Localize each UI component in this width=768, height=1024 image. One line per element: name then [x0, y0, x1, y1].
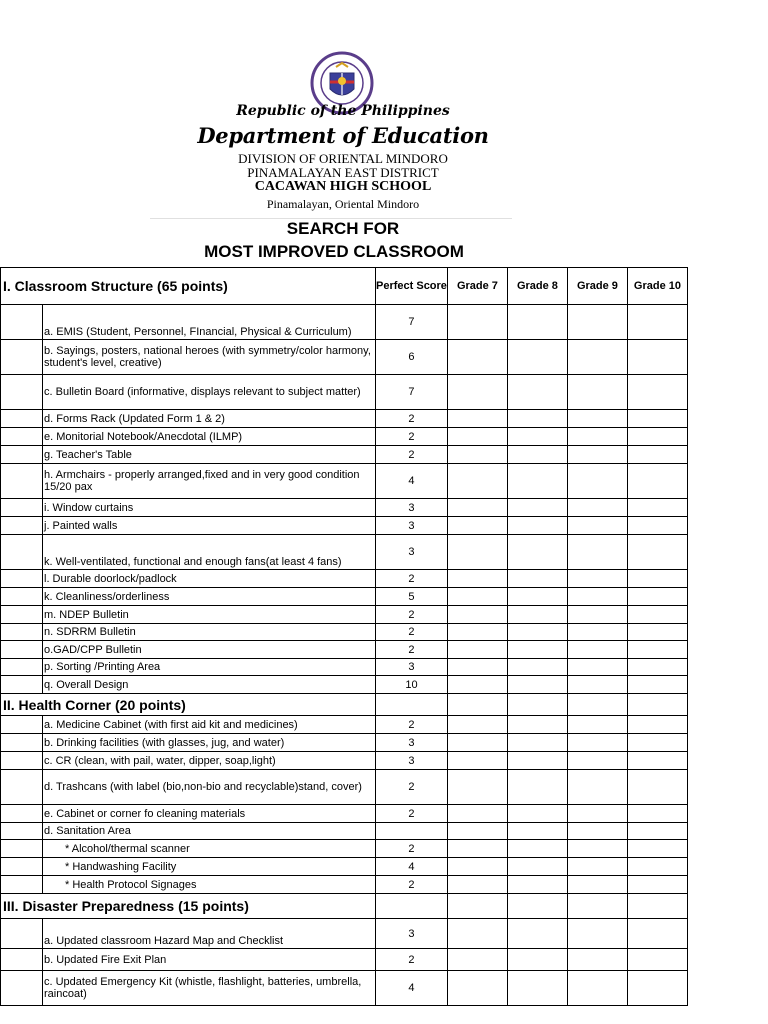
grade-10-cell[interactable]	[627, 716, 687, 734]
grade-7-cell[interactable]	[447, 570, 507, 588]
grade-7-cell[interactable]	[447, 876, 507, 894]
grade-9-cell[interactable]	[567, 340, 627, 375]
criterion-label: p. Sorting /Printing Area	[43, 659, 376, 676]
grade-9-cell[interactable]	[567, 840, 627, 858]
grade-10-cell[interactable]	[627, 919, 687, 949]
grade-7-cell[interactable]	[447, 375, 507, 410]
perfect-score: 2	[376, 949, 448, 971]
grade-9-cell[interactable]	[567, 716, 627, 734]
grade-9-cell[interactable]	[567, 734, 627, 752]
grade-10-cell[interactable]	[627, 570, 687, 588]
criterion-label: e. Cabinet or corner fo cleaning materials	[43, 805, 376, 823]
grade-9-cell[interactable]	[567, 535, 627, 570]
table-row	[1, 752, 688, 770]
perfect-score: 4	[376, 464, 448, 499]
grade-10-cell[interactable]	[627, 949, 687, 971]
perfect-score: 10	[376, 676, 448, 694]
criterion-label: a. Updated classroom Hazard Map and Checklist	[43, 919, 376, 949]
grade-9-cell[interactable]	[567, 570, 627, 588]
grade-9-cell[interactable]	[567, 375, 627, 410]
perfect-score: 2	[376, 876, 448, 894]
grade-10-header: Grade 10	[627, 268, 687, 305]
grade-9-cell[interactable]	[567, 641, 627, 659]
section-row	[1, 694, 688, 716]
grade-10-cell[interactable]	[627, 517, 687, 535]
section-title: III. Disaster Preparedness (15 points)	[1, 894, 376, 919]
grade-8-cell[interactable]	[507, 535, 567, 570]
criterion-label: q. Overall Design	[43, 676, 376, 694]
criterion-label: e. Monitorial Notebook/Anecdotal (ILMP)	[43, 428, 376, 446]
grade-8-cell[interactable]	[507, 410, 567, 428]
criterion-label: n. SDRRM Bulletin	[43, 624, 376, 641]
grade-10-cell[interactable]	[627, 752, 687, 770]
table-row	[1, 659, 688, 676]
table-row	[1, 340, 688, 375]
perfect-score-header: Perfect Score	[376, 268, 448, 305]
table-row	[1, 499, 688, 517]
criterion-label: * Handwashing Facility	[43, 858, 376, 876]
grade-7-cell[interactable]	[447, 606, 507, 624]
criterion-label: i. Window curtains	[43, 499, 376, 517]
grade-10-cell[interactable]	[627, 770, 687, 805]
table-row	[1, 428, 688, 446]
perfect-score: 2	[376, 446, 448, 464]
criterion-label: d. Sanitation Area	[43, 823, 376, 840]
division-heading: DIVISION OF ORIENTAL MINDORO	[238, 151, 448, 166]
grade-9-cell[interactable]	[567, 949, 627, 971]
grade-7-cell[interactable]	[447, 535, 507, 570]
grade-7-cell[interactable]	[447, 659, 507, 676]
school-address: Pinamalayan, Oriental Mindoro	[266, 197, 420, 211]
criterion-label: k. Well-ventilated, functional and enough fans(at least 4 fans)	[43, 535, 376, 570]
table-row	[1, 716, 688, 734]
table-row	[1, 464, 688, 499]
grade-8-cell[interactable]	[507, 570, 567, 588]
grade-10-cell[interactable]	[627, 641, 687, 659]
table-row	[1, 446, 688, 464]
grade-9-cell[interactable]	[567, 428, 627, 446]
perfect-score: 5	[376, 588, 448, 606]
perfect-score: 3	[376, 535, 448, 570]
criterion-label: g. Teacher's Table	[43, 446, 376, 464]
grade-10-cell[interactable]	[627, 840, 687, 858]
grade-8-cell[interactable]	[507, 641, 567, 659]
grade-10-cell[interactable]	[627, 446, 687, 464]
grade-7-cell[interactable]	[447, 499, 507, 517]
grade-9-cell[interactable]	[567, 446, 627, 464]
table-row	[1, 734, 688, 752]
criterion-label: m. NDEP Bulletin	[43, 606, 376, 624]
table-row	[1, 823, 688, 840]
department-heading: Department of Education	[197, 123, 489, 148]
grade-10-cell[interactable]	[627, 971, 687, 1006]
table-row	[1, 971, 688, 1006]
table-row	[1, 676, 688, 694]
grade-7-cell[interactable]	[447, 752, 507, 770]
republic-heading: Republic of the Philippines	[236, 103, 450, 119]
perfect-score: 2	[376, 840, 448, 858]
criterion-label: * Alcohol/thermal scanner	[43, 840, 376, 858]
criterion-label: a. Medicine Cabinet (with first aid kit and medicines)	[43, 716, 376, 734]
grade-7-cell[interactable]	[447, 410, 507, 428]
perfect-score: 2	[376, 716, 448, 734]
perfect-score: 2	[376, 624, 448, 641]
criterion-label: b. Sayings, posters, national heroes (with symmetry/color harmony, student's level, creative)	[43, 340, 376, 375]
criterion-label: c. Bulletin Board (informative, displays relevant to subject matter)	[43, 375, 376, 410]
perfect-score: 3	[376, 752, 448, 770]
grade-9-cell[interactable]	[567, 971, 627, 1006]
table-row	[1, 517, 688, 535]
grade-8-cell[interactable]	[507, 375, 567, 410]
grade-8-cell[interactable]	[507, 752, 567, 770]
grade-8-cell[interactable]	[507, 499, 567, 517]
table-row	[1, 805, 688, 823]
grade-7-cell[interactable]	[447, 588, 507, 606]
grade-10-cell[interactable]	[627, 588, 687, 606]
grade-10-cell[interactable]	[627, 375, 687, 410]
table-row	[1, 840, 688, 858]
section-title: II. Health Corner (20 points)	[1, 694, 376, 716]
grade-8-cell[interactable]	[507, 428, 567, 446]
grade-10-cell[interactable]	[627, 535, 687, 570]
grade-7-cell[interactable]	[447, 770, 507, 805]
grade-7-cell[interactable]	[447, 716, 507, 734]
grade-8-cell[interactable]	[507, 876, 567, 894]
grade-8-cell[interactable]	[507, 517, 567, 535]
grade-9-cell[interactable]	[567, 770, 627, 805]
grade-9-cell[interactable]	[567, 823, 627, 840]
grade-10-cell[interactable]	[627, 410, 687, 428]
criterion-label: j. Painted walls	[43, 517, 376, 535]
grade-9-header: Grade 9	[567, 268, 627, 305]
perfect-score: 2	[376, 805, 448, 823]
district-heading: PINAMALAYAN EAST DISTRICT	[247, 165, 439, 180]
perfect-score: 3	[376, 659, 448, 676]
grade-9-cell[interactable]	[567, 588, 627, 606]
grade-8-cell[interactable]	[507, 919, 567, 949]
grade-9-cell[interactable]	[567, 876, 627, 894]
grade-9-cell[interactable]	[567, 805, 627, 823]
perfect-score: 2	[376, 428, 448, 446]
grade-8-cell[interactable]	[507, 446, 567, 464]
section-row	[1, 894, 688, 919]
page-title-line-2: MOST IMPROVED CLASSROOM	[204, 242, 464, 261]
table-row	[1, 876, 688, 894]
grade-7-cell[interactable]	[447, 858, 507, 876]
grade-8-cell[interactable]	[507, 949, 567, 971]
grade-7-cell[interactable]	[447, 517, 507, 535]
school-heading: CACAWAN HIGH SCHOOL	[254, 179, 432, 194]
grade-8-cell[interactable]	[507, 340, 567, 375]
grade-7-cell[interactable]	[447, 971, 507, 1006]
criterion-label: h. Armchairs - properly arranged,fixed and in very good condition 15/20 pax	[43, 464, 376, 499]
perfect-score: 4	[376, 971, 448, 1006]
grade-9-cell[interactable]	[567, 919, 627, 949]
table-row	[1, 570, 688, 588]
grade-7-cell[interactable]	[447, 840, 507, 858]
perfect-score: 6	[376, 340, 448, 375]
criterion-label: b. Updated Fire Exit Plan	[43, 949, 376, 971]
grade-8-cell[interactable]	[507, 840, 567, 858]
grade-10-cell[interactable]	[627, 499, 687, 517]
grade-7-cell[interactable]	[447, 734, 507, 752]
grade-9-cell[interactable]	[567, 606, 627, 624]
perfect-score: 3	[376, 499, 448, 517]
grade-9-cell[interactable]	[567, 410, 627, 428]
grade-9-cell[interactable]	[567, 752, 627, 770]
grade-9-cell[interactable]	[567, 676, 627, 694]
grade-10-cell[interactable]	[627, 858, 687, 876]
table-row	[1, 305, 688, 340]
grade-8-cell[interactable]	[507, 770, 567, 805]
grade-9-cell[interactable]	[567, 659, 627, 676]
criterion-label: l. Durable doorlock/padlock	[43, 570, 376, 588]
section-title: I. Classroom Structure (65 points)	[1, 268, 376, 305]
table-row	[1, 535, 688, 570]
table-row	[1, 770, 688, 805]
grade-7-cell[interactable]	[447, 805, 507, 823]
grade-7-cell[interactable]	[447, 641, 507, 659]
grade-7-cell[interactable]	[447, 305, 507, 340]
perfect-score: 2	[376, 770, 448, 805]
table-row	[1, 588, 688, 606]
perfect-score: 7	[376, 375, 448, 410]
grade-10-cell[interactable]	[627, 734, 687, 752]
perfect-score: 2	[376, 410, 448, 428]
criterion-label: c. CR (clean, with pail, water, dipper, soap,light)	[43, 752, 376, 770]
grade-8-cell[interactable]	[507, 659, 567, 676]
table-row	[1, 919, 688, 949]
criterion-label: c. Updated Emergency Kit (whistle, flashlight, batteries, umbrella, raincoat)	[43, 971, 376, 1006]
grade-7-cell[interactable]	[447, 949, 507, 971]
grade-9-cell[interactable]	[567, 624, 627, 641]
perfect-score	[376, 823, 448, 840]
grade-8-cell[interactable]	[507, 588, 567, 606]
criterion-label: b. Drinking facilities (with glasses, jug, and water)	[43, 734, 376, 752]
grade-10-cell[interactable]	[627, 428, 687, 446]
grade-9-cell[interactable]	[567, 858, 627, 876]
grade-7-cell[interactable]	[447, 676, 507, 694]
grade-8-cell[interactable]	[507, 858, 567, 876]
perfect-score: 2	[376, 606, 448, 624]
grade-10-cell[interactable]	[627, 659, 687, 676]
perfect-score: 3	[376, 734, 448, 752]
grade-7-header: Grade 7	[447, 268, 507, 305]
perfect-score: 3	[376, 919, 448, 949]
criterion-label: o.GAD/CPP Bulletin	[43, 641, 376, 659]
grade-10-cell[interactable]	[627, 676, 687, 694]
grade-7-cell[interactable]	[447, 340, 507, 375]
grade-7-cell[interactable]	[447, 624, 507, 641]
grade-7-cell[interactable]	[447, 446, 507, 464]
grade-10-cell[interactable]	[627, 305, 687, 340]
grade-9-cell[interactable]	[567, 305, 627, 340]
grade-10-cell[interactable]	[627, 805, 687, 823]
table-row	[1, 949, 688, 971]
table-row	[1, 641, 688, 659]
criterion-label: k. Cleanliness/orderliness	[43, 588, 376, 606]
perfect-score: 2	[376, 570, 448, 588]
grade-10-cell[interactable]	[627, 876, 687, 894]
grade-8-cell[interactable]	[507, 971, 567, 1006]
grade-7-cell[interactable]	[447, 919, 507, 949]
grade-9-cell[interactable]	[567, 499, 627, 517]
criterion-label: a. EMIS (Student, Personnel, FInancial, Physical & Curriculum)	[43, 305, 376, 340]
grade-7-cell[interactable]	[447, 464, 507, 499]
table-row	[1, 858, 688, 876]
perfect-score: 7	[376, 305, 448, 340]
table-row	[1, 410, 688, 428]
table-row	[1, 624, 688, 641]
grade-10-cell[interactable]	[627, 606, 687, 624]
grade-9-cell[interactable]	[567, 464, 627, 499]
perfect-score: 3	[376, 517, 448, 535]
grade-10-cell[interactable]	[627, 340, 687, 375]
criterion-label: d. Trashcans (with label (bio,non-bio and recyclable)stand, cover)	[43, 770, 376, 805]
page-title-line-1: SEARCH FOR	[286, 219, 400, 238]
grade-8-cell[interactable]	[507, 805, 567, 823]
grade-8-cell[interactable]	[507, 464, 567, 499]
criterion-label: * Health Protocol Signages	[43, 876, 376, 894]
grade-10-cell[interactable]	[627, 464, 687, 499]
grade-9-cell[interactable]	[567, 517, 627, 535]
grade-7-cell[interactable]	[447, 428, 507, 446]
perfect-score: 4	[376, 858, 448, 876]
perfect-score: 2	[376, 641, 448, 659]
table-row	[1, 375, 688, 410]
table-header-row	[1, 268, 688, 305]
scoring-table	[0, 267, 688, 1006]
grade-8-cell[interactable]	[507, 823, 567, 840]
grade-8-cell[interactable]	[507, 305, 567, 340]
grade-8-header: Grade 8	[507, 268, 567, 305]
table-row	[1, 606, 688, 624]
grade-8-cell[interactable]	[507, 734, 567, 752]
grade-8-cell[interactable]	[507, 716, 567, 734]
grade-8-cell[interactable]	[507, 606, 567, 624]
grade-8-cell[interactable]	[507, 624, 567, 641]
criterion-label: d. Forms Rack (Updated Form 1 & 2)	[43, 410, 376, 428]
grade-10-cell[interactable]	[627, 624, 687, 641]
grade-8-cell[interactable]	[507, 676, 567, 694]
grade-7-cell[interactable]	[447, 823, 507, 840]
grade-10-cell[interactable]	[627, 823, 687, 840]
